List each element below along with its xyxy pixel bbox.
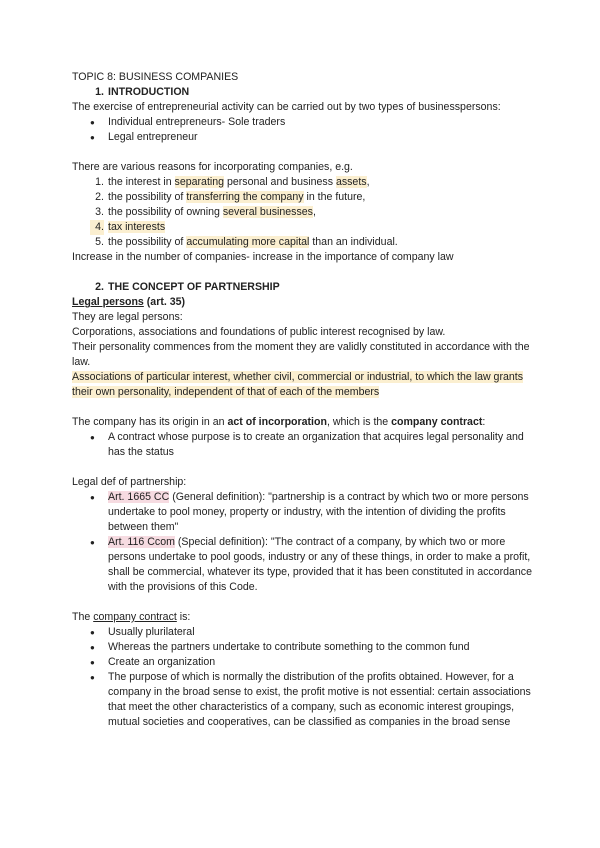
bullet-icon: ● bbox=[90, 643, 95, 652]
bullet-icon: ● bbox=[90, 628, 95, 637]
highlight: transferring the company bbox=[186, 191, 304, 203]
origin-list bbox=[72, 430, 534, 460]
section-1-title: INTRODUCTION bbox=[108, 86, 190, 98]
bullet-icon: ● bbox=[90, 658, 95, 667]
list-item: ● Whereas the partners undertake to contribute something to the common fund bbox=[90, 641, 470, 653]
definitions-list bbox=[72, 490, 534, 595]
list-item: ● A contract whose purpose is to create an organization that acquires legal personality and has the status bbox=[90, 431, 524, 458]
section-1-heading bbox=[72, 85, 534, 100]
article-reference: Art. 1665 CC bbox=[108, 491, 170, 503]
list-item: ● Create an organization bbox=[90, 656, 216, 668]
list-item: 1. the interest in separating personal and business assets, bbox=[95, 176, 370, 188]
bullet-icon: ● bbox=[90, 118, 95, 127]
bullet-icon: ● bbox=[90, 493, 95, 502]
section-2-heading-list bbox=[72, 280, 534, 295]
highlight: assets bbox=[335, 176, 367, 188]
bullet-icon: ● bbox=[90, 133, 95, 142]
paragraph: Corporations, associations and foundations of public interest recognised by law. bbox=[72, 326, 446, 338]
list-item: 4. tax interests bbox=[72, 220, 534, 235]
list-item: 2. the possibility of transferring the company in the future, bbox=[95, 191, 366, 203]
list-item: 5. the possibility of accumulating more capital than an individual. bbox=[95, 236, 398, 248]
origin-paragraph: The company has its origin in an act of incorporation, which is the company contract: bbox=[72, 416, 486, 428]
list-item: ● Art. 116 Ccom (Special definition): "The contract of a company, by which two or more persons undertake to pool goods, industry or any of these things, in order to make a profit, shall be commercial, whatever its type, provided that it has been constituted in accordance with the provisions of this Code. bbox=[90, 536, 532, 593]
document-page bbox=[72, 70, 534, 730]
highlight: several businesses bbox=[222, 206, 313, 218]
associations-paragraph bbox=[72, 370, 534, 400]
legal-persons-heading: Legal persons (art. 35) bbox=[72, 296, 186, 308]
article-reference: Art. 116 Ccom bbox=[108, 536, 175, 548]
highlight: tax interests bbox=[108, 221, 166, 233]
entrepreneur-types-list bbox=[72, 115, 534, 145]
reasons-list bbox=[72, 175, 534, 250]
section-1-intro: The exercise of entrepreneurial activity can be carried out by two types of businesspersons: bbox=[72, 101, 501, 113]
section-2-title: THE CONCEPT OF PARTNERSHIP bbox=[108, 281, 280, 293]
list-item: ● The purpose of which is normally the distribution of the profits obtained. However, for a company in the broad sense to exist, the profit motive is not essential: certain associations that meet the other characteristics of a company, such as economic interest groupings, mutual societies and cooperatives, can be classified as companies in the broad sense bbox=[90, 671, 531, 728]
list-item: ● Legal entrepreneur bbox=[90, 131, 198, 143]
bullet-icon: ● bbox=[90, 433, 95, 442]
list-item: ● Usually plurilateral bbox=[90, 626, 195, 638]
company-contract-heading: The company contract is: bbox=[72, 611, 191, 623]
paragraph: Their personality commences from the moment they are validly constituted in accordance with the law. bbox=[72, 341, 530, 368]
reasons-intro: There are various reasons for incorporating companies, e.g. bbox=[72, 161, 353, 173]
section-1-number: 1. bbox=[95, 86, 104, 98]
contract-characteristics-list bbox=[72, 625, 534, 730]
increase-note: Increase in the number of companies- increase in the importance of company law bbox=[72, 251, 454, 263]
legal-def-heading: Legal def of partnership: bbox=[72, 476, 187, 488]
section-2-number: 2. bbox=[95, 281, 104, 293]
list-item: ● Individual entrepreneurs- Sole traders bbox=[90, 116, 286, 128]
highlight: Associations of particular interest, whether civil, commercial or industrial, to which the law grants their own personality, independent of that of each of the members bbox=[72, 371, 524, 398]
bullet-icon: ● bbox=[90, 538, 95, 547]
highlight: separating bbox=[174, 176, 225, 188]
highlight: accumulating more capital bbox=[186, 236, 310, 248]
bullet-icon: ● bbox=[90, 673, 95, 682]
section-2-heading bbox=[72, 280, 534, 295]
section-1-heading-list bbox=[72, 85, 534, 100]
document-title: TOPIC 8: BUSINESS COMPANIES bbox=[72, 71, 239, 83]
list-item: 3. the possibility of owning several businesses, bbox=[95, 206, 316, 218]
list-item: ● Art. 1665 CC (General definition): "partnership is a contract by which two or more persons undertake to pool money, property or industry, with the intention of dividing the profits between them" bbox=[90, 491, 529, 533]
paragraph: They are legal persons: bbox=[72, 311, 183, 323]
